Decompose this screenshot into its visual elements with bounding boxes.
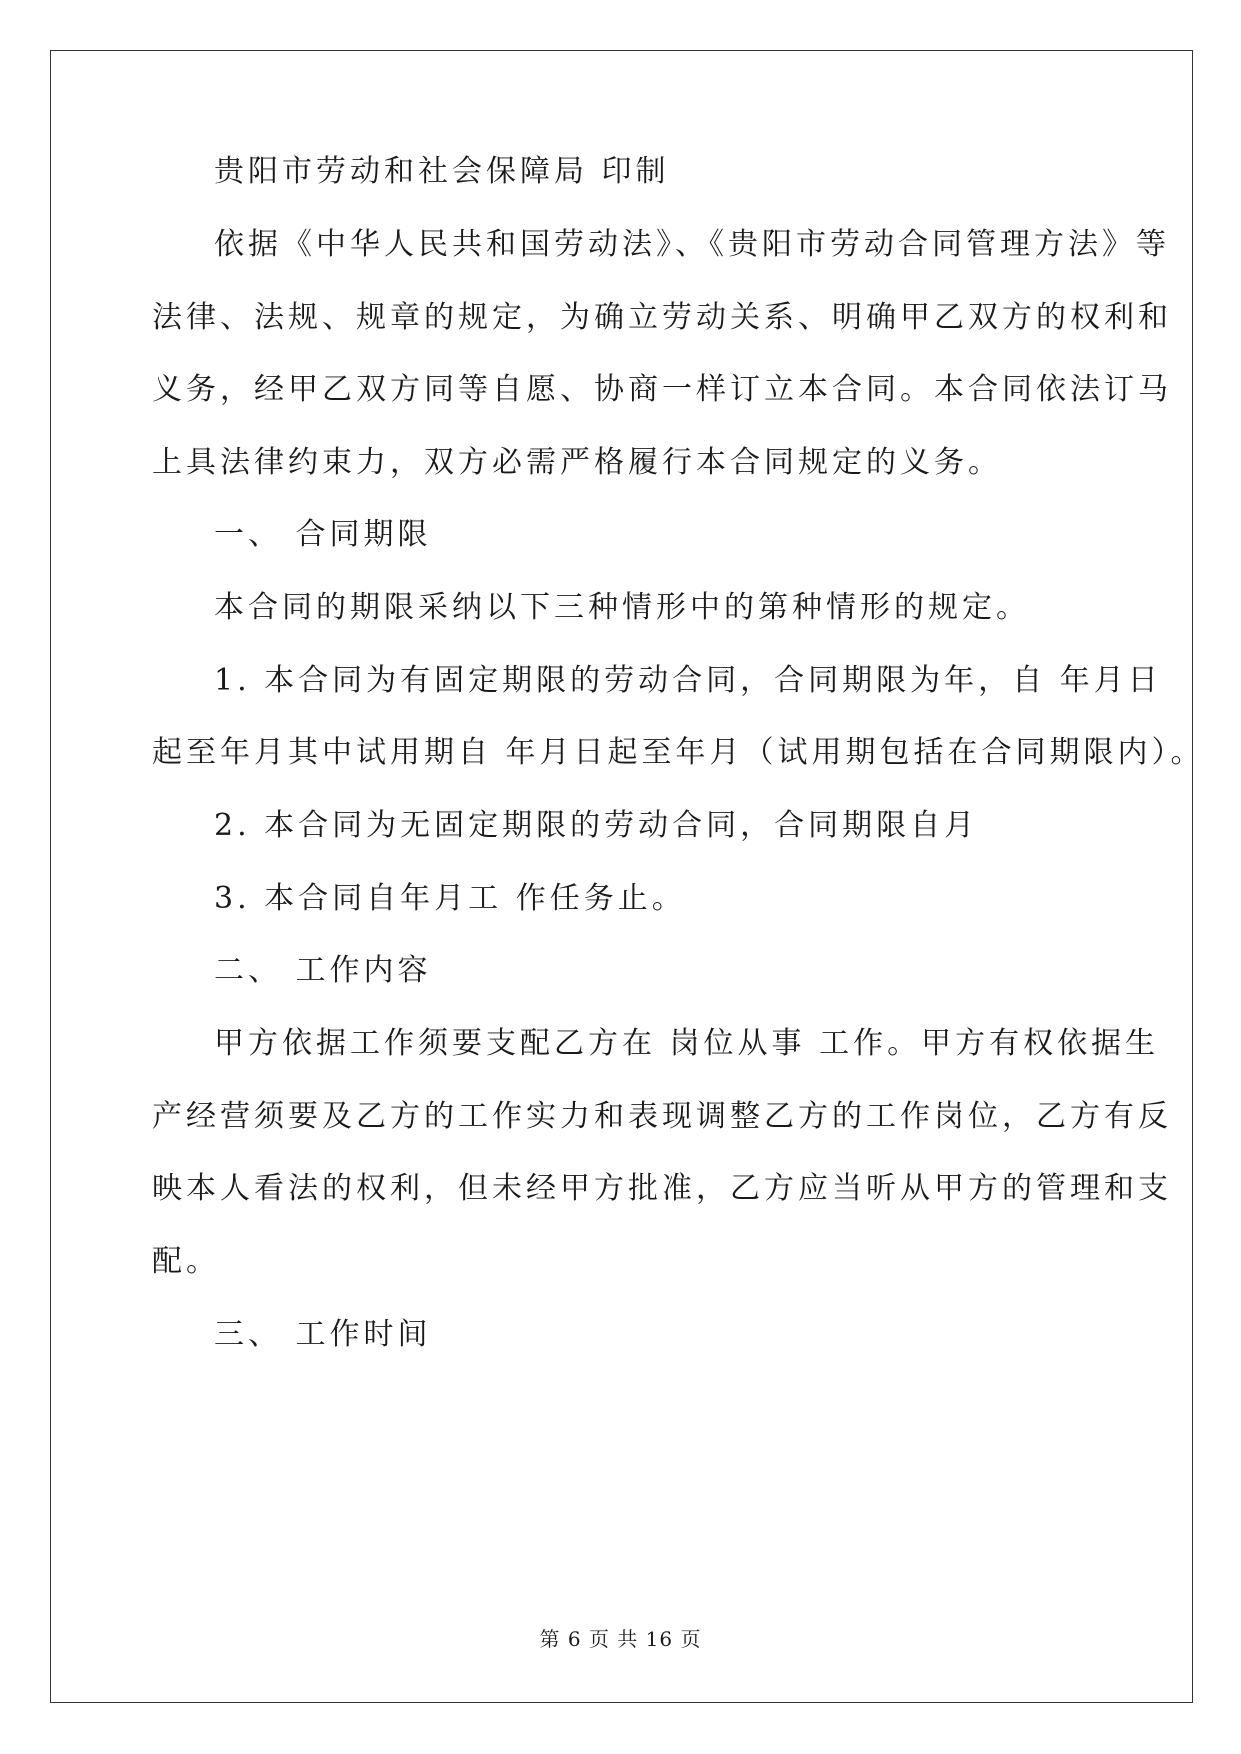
page-border [50,50,1193,1703]
paragraph-line: 本合同的期限采纳以下三种情形中的第种情形的规定。 [214,590,1030,625]
paragraph-line: 甲方依据工作须要支配乙方在 岗位从事 工作。甲方有权依据生 [214,1026,1160,1061]
section-heading: 一、 合同期限 [214,517,432,552]
clause-line: 2. 本合同为无固定期限的劳动合同，合同期限自月 [214,808,979,843]
page-number-footer: 第 6 页 共 16 页 [539,1627,702,1651]
paragraph-line: 映本人看法的权利，但未经甲方批准，乙方应当听从甲方的管理和支 [152,1171,1172,1206]
paragraph-line: 依据《中华人民共和国劳动法》、《贵阳市劳动合同管理方法》等 [214,227,1170,262]
clause-line: 1. 本合同为有固定期限的劳动合同，合同期限为年，自 年月日 [214,663,1162,698]
section-heading: 二、 工作内容 [214,953,432,988]
paragraph-line: 法律、法规、规章的规定，为确立劳动关系、明确甲乙双方的权利和 [152,300,1172,335]
paragraph-line: 产经营须要及乙方的工作实力和表现调整乙方的工作岗位，乙方有反 [152,1099,1172,1134]
clause-line: 3. 本合同自年月工 作任务止。 [214,881,686,916]
paragraph-line: 配。 [152,1244,220,1279]
section-heading: 三、 工作时间 [214,1317,432,1352]
clause-line: 起至年月其中试用期自 年月日起至年月（试用期包括在合同期限内）。 [152,735,1205,770]
paragraph-line: 义务，经甲乙双方同等自愿、协商一样订立本合同。本合同依法订马 [152,372,1172,407]
issuer-line: 贵阳市劳动和社会保障局 印制 [214,154,670,189]
paragraph-line: 上具法律约束力，双方必需严格履行本合同规定的义务。 [152,445,1002,480]
